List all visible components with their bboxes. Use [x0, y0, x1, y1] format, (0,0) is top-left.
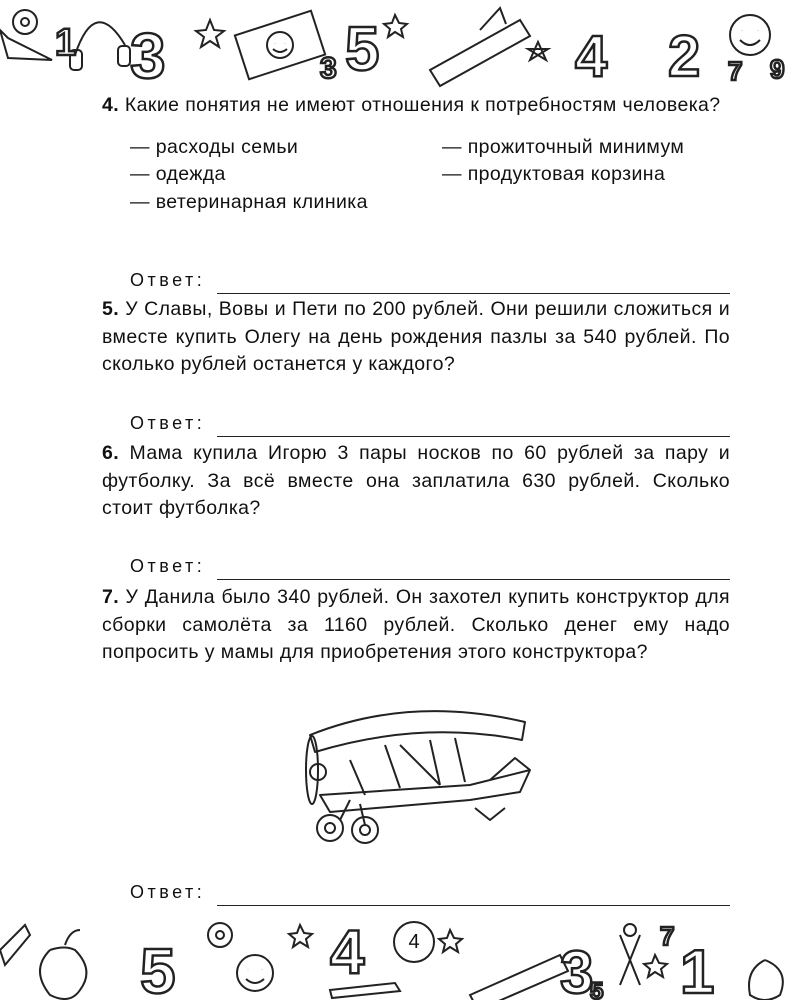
- option-clothing: — одежда: [130, 163, 226, 185]
- tail-wheel: [475, 808, 505, 820]
- task-4: [102, 92, 762, 216]
- decor-number: 4: [575, 24, 608, 89]
- decor-number: 3: [130, 20, 166, 92]
- task-6: [102, 440, 730, 523]
- task-5-number: 5.: [102, 298, 120, 320]
- fuselage: [320, 770, 530, 812]
- landing-gear: [340, 800, 365, 825]
- task-7-question: У Данила было 340 рублей. Он захотел купить конструктор для сборки самолёта за 1160 рублей. Сколько денег ему надо попросить у мамы для приобретения этого конструктора?: [102, 586, 730, 663]
- task-5-question: У Славы, Вовы и Пети по 200 рублей. Они решили сложиться и вместе купить Олегу на день рождения пазлы за 540 рублей. По сколько рублей останется у каждого?: [102, 298, 730, 375]
- star-icon: [384, 15, 407, 37]
- apple-icon: [749, 960, 783, 1000]
- apple-icon: [40, 948, 86, 1000]
- decor-number: 3: [560, 939, 594, 1000]
- decor-number: 5: [140, 935, 176, 1000]
- answer-line-6[interactable]: [130, 550, 730, 580]
- upper-wing: [310, 711, 525, 752]
- answer-label: Ответ:: [130, 555, 206, 576]
- answer-label: Ответ:: [130, 412, 206, 433]
- option-food-basket: — продуктовая корзина: [442, 163, 666, 185]
- decor-number: 3: [320, 52, 337, 85]
- decor-number: 7: [660, 921, 675, 951]
- ruler-icon: [470, 955, 568, 1000]
- answer-field[interactable]: [217, 271, 730, 294]
- pencil-icon: [0, 925, 30, 965]
- task-5: [102, 296, 730, 379]
- option-family-expenses: — расходы семьи: [130, 135, 299, 158]
- task-7-number: 7.: [102, 586, 120, 608]
- decor-number: 2: [668, 24, 701, 89]
- top-decorative-border: [0, 0, 800, 92]
- task-7: [102, 584, 730, 667]
- smiley-face-icon: [730, 15, 770, 55]
- star-icon: [644, 955, 667, 977]
- flower-icon: [208, 923, 232, 947]
- task-4-number: 4.: [102, 94, 120, 116]
- decor-number: 5: [345, 15, 380, 84]
- star-icon: [439, 930, 462, 952]
- page-number: 4: [408, 930, 420, 953]
- answer-line-5[interactable]: [130, 407, 730, 437]
- task-4-text: [102, 92, 762, 120]
- propeller: [306, 736, 318, 804]
- biplane-illustration: [290, 700, 540, 845]
- star-icon: [289, 925, 312, 947]
- star-icon: [528, 42, 548, 60]
- decor-number: 1: [680, 938, 715, 1000]
- answer-label: Ответ:: [130, 269, 206, 290]
- flower-icon: [13, 10, 37, 34]
- answer-label: Ответ:: [130, 881, 206, 902]
- answer-field[interactable]: [217, 557, 730, 580]
- task-6-question: Мама купила Игорю 3 пары носков по 60 рублей за пару и футболку. За всё вместе она заплатила 630 рублей. Сколько стоит футболка?: [102, 442, 730, 519]
- option-subsistence-minimum: — прожиточный минимум: [442, 135, 685, 158]
- tail-fin: [490, 758, 530, 780]
- decor-number: 9: [770, 54, 785, 84]
- task-6-number: 6.: [102, 442, 120, 464]
- compass-icon: [620, 935, 640, 985]
- option-vet-clinic: — ветеринарная клиника: [130, 190, 368, 213]
- answer-field[interactable]: [217, 414, 730, 437]
- decor-number: 7: [728, 56, 743, 86]
- task-4-question: Какие понятия не имеют отношения к потребностям человека?: [124, 94, 721, 116]
- wheel-left: [317, 815, 343, 841]
- star-icon: [196, 20, 224, 47]
- task-4-options: [130, 134, 762, 217]
- decor-number: 1: [55, 22, 77, 64]
- smiley-face-icon: [237, 955, 273, 991]
- decor-number: 4: [330, 918, 365, 987]
- page-number-badge: [393, 921, 435, 963]
- compass-icon: [480, 8, 506, 30]
- answer-line-4[interactable]: [130, 264, 730, 294]
- decor-number: 5: [590, 978, 604, 1000]
- banknote-icon: [235, 11, 325, 79]
